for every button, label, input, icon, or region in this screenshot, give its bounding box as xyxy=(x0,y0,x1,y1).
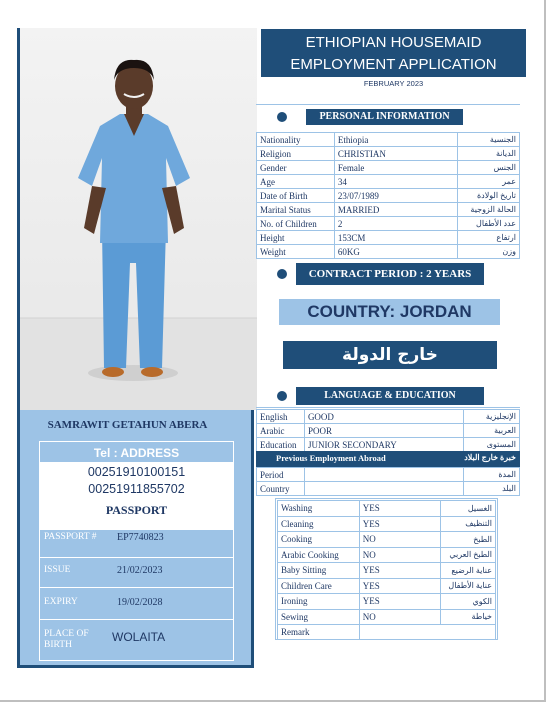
previous-employment-value xyxy=(304,482,463,496)
divider xyxy=(40,557,233,558)
language-label-arabic: العربية xyxy=(464,424,520,438)
language-table xyxy=(256,409,520,452)
title-line-1: ETHIOPIAN HOUSEMAID xyxy=(305,34,482,51)
candidate-photo xyxy=(20,28,257,410)
language-value: GOOD xyxy=(304,410,463,424)
skill-row xyxy=(278,547,496,563)
remark-value xyxy=(359,625,495,640)
previous-employment-table xyxy=(256,467,520,496)
document-title xyxy=(261,29,526,77)
personal-info-label-arabic: عدد الأطفال xyxy=(458,217,520,231)
passport-number-value: EP7740823 xyxy=(117,532,164,543)
language-education-heading: LANGUAGE & EDUCATION xyxy=(296,387,484,405)
language-label: English xyxy=(257,410,305,424)
language-label-arabic: المستوى xyxy=(464,438,520,452)
skill-label: Washing xyxy=(278,501,360,517)
issue-row xyxy=(40,565,233,601)
personal-info-row xyxy=(257,147,520,161)
skill-label: Arabic Cooking xyxy=(278,547,360,563)
skill-label-arabic: الطبخ xyxy=(441,532,496,548)
issue-date: 21/02/2023 xyxy=(117,565,163,576)
skill-label: Cooking xyxy=(278,532,360,548)
passport-number-row xyxy=(40,532,233,568)
personal-info-label-arabic: الجنسية xyxy=(458,133,520,147)
personal-info-row xyxy=(257,175,520,189)
previous-employment-heading xyxy=(256,451,520,467)
phone-1: 00251910100151 xyxy=(87,465,186,479)
personal-info-label: Marital Status xyxy=(257,203,335,217)
passport-number-label: PASSPORT # xyxy=(44,532,97,542)
divider xyxy=(256,104,520,105)
language-row xyxy=(257,410,520,424)
skill-value: NO xyxy=(359,609,440,625)
previous-employment-value xyxy=(304,468,463,482)
personal-info-heading: PERSONAL INFORMATION xyxy=(306,109,463,125)
personal-info-table xyxy=(256,132,520,259)
language-value: POOR xyxy=(304,424,463,438)
divider xyxy=(40,619,233,620)
place-of-birth-label-1: PLACE OF xyxy=(44,629,89,639)
skill-label: Cleaning xyxy=(278,516,360,532)
candidate-name: SAMRAWIT GETAHUN ABERA xyxy=(47,419,208,431)
document-date: FEBRUARY 2023 xyxy=(363,79,424,88)
personal-info-label-arabic: الجنس xyxy=(458,161,520,175)
skill-label: Baby Sitting xyxy=(278,563,360,579)
personal-info-label-arabic: وزن xyxy=(458,245,520,259)
personal-info-value: 23/07/1989 xyxy=(334,189,457,203)
previous-employment-row xyxy=(257,482,520,496)
personal-info-row xyxy=(257,231,520,245)
skill-value: YES xyxy=(359,594,440,610)
personal-info-label-arabic: الحالة الزوجية xyxy=(458,203,520,217)
phone-numbers xyxy=(40,462,233,500)
divider xyxy=(40,587,233,588)
skill-label-arabic: الطبخ العربي xyxy=(441,547,496,563)
skill-row xyxy=(278,501,496,517)
personal-info-label: Date of Birth xyxy=(257,189,335,203)
skill-label: Children Care xyxy=(278,578,360,594)
personal-info-row xyxy=(257,161,520,175)
place-of-birth-label xyxy=(44,629,89,651)
personal-info-row xyxy=(257,203,520,217)
previous-employment-label-arabic: المدة xyxy=(464,468,520,482)
title-line-2: EMPLOYMENT APPLICATION xyxy=(290,56,497,73)
personal-info-row xyxy=(257,189,520,203)
skill-label-arabic: عناية الأطفال xyxy=(441,578,496,594)
bullet-icon xyxy=(277,391,287,401)
personal-info-value: Ethiopia xyxy=(334,133,457,147)
personal-info-label: Religion xyxy=(257,147,335,161)
remark-row xyxy=(278,625,496,640)
skill-row xyxy=(278,594,496,610)
language-value: JUNIOR SECONDARY xyxy=(304,438,463,452)
previous-employment-title-arabic: خبرة خارج البلاد xyxy=(464,453,516,462)
place-of-birth-label-2: BIRTH xyxy=(44,640,72,650)
skill-value: NO xyxy=(359,547,440,563)
skill-label-arabic: الكوي xyxy=(441,594,496,610)
personal-info-value: CHRISTIAN xyxy=(334,147,457,161)
skill-value: YES xyxy=(359,516,440,532)
personal-info-value: 2 xyxy=(334,217,457,231)
language-label: Arabic xyxy=(257,424,305,438)
skills-table xyxy=(277,500,496,640)
personal-info-value: MARRIED xyxy=(334,203,457,217)
contact-passport-panel xyxy=(39,441,234,661)
language-row xyxy=(257,438,520,452)
personal-info-label: Gender xyxy=(257,161,335,175)
language-label-arabic: الإنجليزية xyxy=(464,410,520,424)
skill-value: YES xyxy=(359,578,440,594)
personal-info-label: Age xyxy=(257,175,335,189)
language-row xyxy=(257,424,520,438)
personal-info-row xyxy=(257,217,520,231)
skill-label-arabic: التنظيف xyxy=(441,516,496,532)
bullet-icon xyxy=(277,112,287,122)
personal-info-label-arabic: الديانة xyxy=(458,147,520,161)
personal-info-label-arabic: ارتفاع xyxy=(458,231,520,245)
personal-info-value: 153CM xyxy=(334,231,457,245)
personal-info-label: Height xyxy=(257,231,335,245)
skill-label-arabic: الغسيل xyxy=(441,501,496,517)
contact-heading: Tel : ADDRESS xyxy=(93,446,180,460)
language-label: Education xyxy=(257,438,305,452)
skill-row xyxy=(278,532,496,548)
previous-employment-row xyxy=(257,468,520,482)
contract-period: CONTRACT PERIOD : 2 YEARS xyxy=(296,263,484,285)
issue-label: ISSUE xyxy=(44,565,71,575)
expiry-row xyxy=(40,597,233,633)
skill-row xyxy=(278,563,496,579)
personal-info-row xyxy=(257,245,520,259)
bullet-icon xyxy=(277,269,287,279)
phone-2: 00251911855702 xyxy=(88,482,185,496)
personal-info-label: Weight xyxy=(257,245,335,259)
previous-employment-label-arabic: البلد xyxy=(464,482,520,496)
expiry-date: 19/02/2028 xyxy=(117,597,163,608)
skill-value: NO xyxy=(359,532,440,548)
skill-label-arabic: خياطة xyxy=(441,609,496,625)
skill-label: Sewing xyxy=(278,609,360,625)
personal-info-value: 60KG xyxy=(334,245,457,259)
skill-row xyxy=(278,609,496,625)
skill-value: YES xyxy=(359,501,440,517)
expiry-label: EXPIRY xyxy=(44,597,78,607)
abroad-label-arabic: خارج الدولة xyxy=(283,341,497,369)
passport-heading: PASSPORT xyxy=(40,500,233,530)
personal-info-label-arabic: عمر xyxy=(458,175,520,189)
previous-employment-label: Country xyxy=(257,482,305,496)
divider xyxy=(256,407,520,408)
candidate-portrait-image xyxy=(20,28,257,410)
destination-country: COUNTRY: JORDAN xyxy=(279,299,500,325)
skill-label: Ironing xyxy=(278,594,360,610)
personal-info-value: 34 xyxy=(334,175,457,189)
skill-row xyxy=(278,516,496,532)
previous-employment-label: Period xyxy=(257,468,305,482)
place-of-birth-value: WOLAITA xyxy=(112,630,166,644)
skill-row xyxy=(278,578,496,594)
skill-label-arabic: عناية الرضيع xyxy=(441,563,496,579)
personal-info-label: No. of Children xyxy=(257,217,335,231)
previous-employment-title: Previous Employment Abroad xyxy=(276,453,386,463)
personal-info-row xyxy=(257,133,520,147)
personal-info-value: Female xyxy=(334,161,457,175)
skill-value: YES xyxy=(359,563,440,579)
personal-info-label: Nationality xyxy=(257,133,335,147)
personal-info-label-arabic: تاريخ الولادة xyxy=(458,189,520,203)
remark-label: Remark xyxy=(278,625,360,640)
